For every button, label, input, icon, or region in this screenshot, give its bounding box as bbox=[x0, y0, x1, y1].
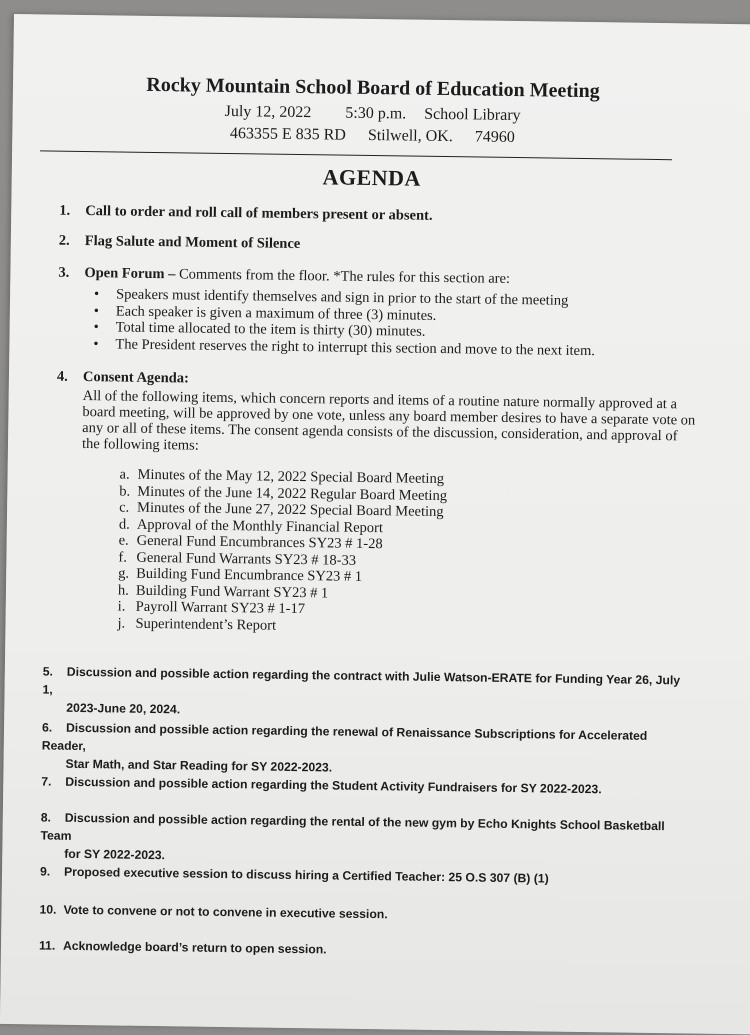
item-text-line1: Discussion and possible action regarding the contract with Julie Watson-ERATE for Funding Year 26, July 1, bbox=[42, 664, 681, 697]
meeting-location: School Library bbox=[424, 105, 521, 125]
item-text: Call to order and roll call of members present or absent. bbox=[85, 203, 433, 224]
item-text-line1: Discussion and possible action regarding the renewal of Renaissance Subscriptions for Accelerated Reader, bbox=[41, 720, 648, 754]
item-text-line2: 2023-June 20, 2024. bbox=[66, 700, 181, 717]
agenda-item-2 bbox=[59, 233, 699, 259]
item-number: 2. bbox=[58, 232, 70, 249]
item-number: 10. bbox=[39, 902, 57, 917]
item-text-line1: Acknowledge board’s return to open session. bbox=[62, 938, 327, 957]
item-number: 1. bbox=[59, 202, 71, 219]
consent-item: j. Superintendent’s Report bbox=[117, 615, 277, 634]
item-text-line1: Discussion and possible action regarding the Student Activity Fundraisers for SY 2022-2023. bbox=[65, 774, 602, 797]
rule-item: • Each speaker is given a maximum of three (3) minutes. bbox=[116, 303, 698, 328]
consent-paragraph: All of the following items, which concern reports and items of a routine nature normally approved at a board meeting, will be approved by one vote, unless any board member desires to have a separate vote on any or all of these items. The consent agenda consists of the discussion, consideration, and approval of the following items: bbox=[81, 387, 696, 454]
item-number: 7. bbox=[41, 774, 52, 789]
item-number: 3. bbox=[58, 264, 70, 281]
consent-item: d. Approval of the Monthly Financial Report bbox=[118, 516, 384, 536]
rule-item: • Speakers must identify themselves and sign in prior to the start of the meeting bbox=[116, 286, 698, 311]
agenda-item-10 bbox=[39, 900, 679, 927]
meeting-date: July 12, 2022 bbox=[224, 102, 312, 122]
item-number: 8. bbox=[40, 810, 52, 825]
agenda-item-8 bbox=[40, 808, 681, 871]
agenda-paper bbox=[0, 14, 750, 1035]
consent-item: i. Payroll Warrant SY23 # 1-17 bbox=[117, 598, 306, 618]
item-text: Flag Salute and Moment of Silence bbox=[84, 233, 301, 253]
address-city: Stilwell, OK. bbox=[367, 126, 453, 146]
item-number: 11. bbox=[38, 938, 56, 953]
address-zip: 74960 bbox=[474, 128, 515, 147]
consent-item: h. Building Fund Warrant SY23 # 1 bbox=[117, 582, 329, 601]
consent-item: b. Minutes of the June 14, 2022 Regular Board Meeting bbox=[119, 483, 448, 504]
consent-item: c. Minutes of the June 27, 2022 Special Board Meeting bbox=[119, 499, 444, 521]
agenda-heading: AGENDA bbox=[322, 164, 422, 191]
consent-items bbox=[53, 466, 695, 640]
agenda-item-5 bbox=[42, 662, 683, 725]
agenda-item-11 bbox=[39, 936, 679, 963]
item-text: Comments from the floor. *The rules for this section are: bbox=[175, 266, 511, 287]
item-text-line2: for SY 2022-2023. bbox=[64, 846, 166, 863]
consent-item: f. General Fund Warrants SY23 # 18-33 bbox=[118, 549, 357, 569]
item-text-line1: Vote to convene or not to convene in executive session. bbox=[63, 902, 388, 922]
rule-item: • Total time allocated to the item is thirty (30) minutes. bbox=[116, 319, 698, 344]
agenda-item-1 bbox=[59, 203, 699, 229]
item-text-line1: Proposed executive session to discuss hiring a Certified Teacher: 25 O.S 307 (B) (1) bbox=[63, 864, 549, 886]
agenda-item-4 bbox=[53, 369, 697, 640]
item-text-line1: Discussion and possible action regarding the rental of the new gym by Echo Knights School Basketball Team bbox=[40, 810, 665, 843]
item-text-line2: Star Math, and Star Reading for SY 2022-2023. bbox=[65, 756, 333, 775]
consent-item: e. General Fund Encumbrances SY23 # 1-28 bbox=[118, 532, 383, 553]
item-number: 9. bbox=[39, 864, 51, 879]
item-number: 5. bbox=[42, 664, 54, 679]
address-street: 463355 E 835 RD bbox=[229, 125, 347, 144]
agenda-item-3 bbox=[57, 265, 698, 361]
item-number: 4. bbox=[56, 368, 68, 385]
meeting-time: 5:30 p.m. bbox=[345, 104, 407, 123]
item-title: Consent Agenda: bbox=[82, 368, 189, 387]
header-divider bbox=[40, 150, 672, 160]
consent-item: a. Minutes of the May 12, 2022 Special Board Meeting bbox=[119, 466, 445, 488]
item-number: 6. bbox=[41, 720, 53, 735]
meeting-title: Rocky Mountain School Board of Education Meeting bbox=[146, 73, 600, 103]
consent-item: g. Building Fund Encumbrance SY23 # 1 bbox=[118, 565, 363, 585]
rule-item: • The President reserves the right to interrupt this section and move to the next item. bbox=[115, 336, 697, 361]
open-forum-rules bbox=[57, 286, 698, 361]
agenda-item-6 bbox=[41, 718, 682, 781]
item-title: Open Forum – bbox=[84, 265, 176, 283]
